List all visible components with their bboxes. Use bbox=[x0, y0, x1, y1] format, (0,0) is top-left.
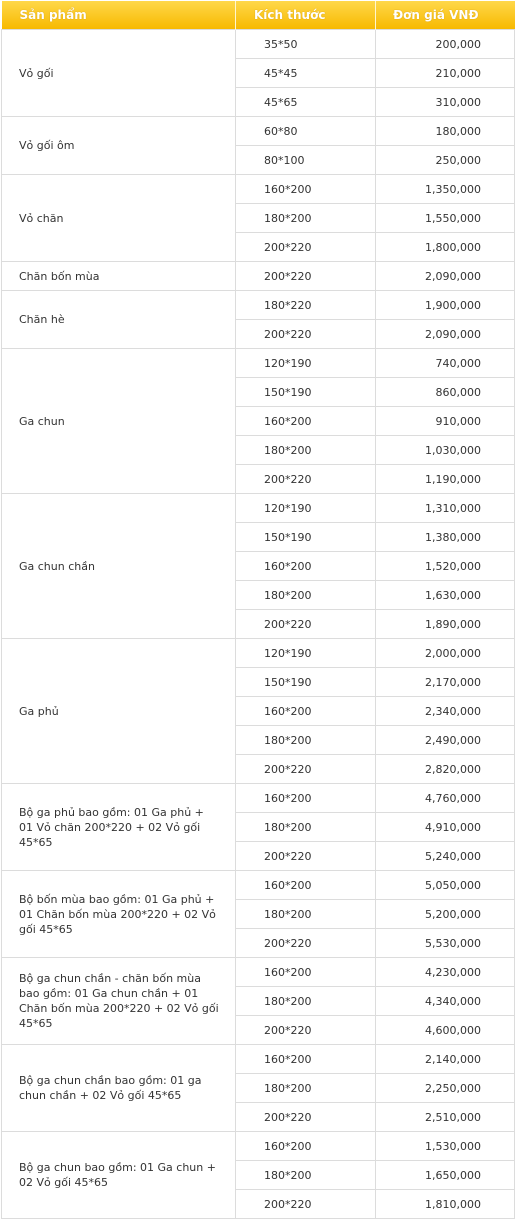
price-cell: 2,000,000 bbox=[376, 639, 515, 668]
size-cell: 180*200 bbox=[236, 204, 376, 233]
price-cell: 1,900,000 bbox=[376, 291, 515, 320]
product-name: Chăn hè bbox=[2, 291, 236, 349]
price-cell: 5,050,000 bbox=[376, 871, 515, 900]
table-row bbox=[2, 784, 515, 813]
size-cell: 200*220 bbox=[236, 233, 376, 262]
size-cell: 180*200 bbox=[236, 1074, 376, 1103]
size-cell: 160*200 bbox=[236, 871, 376, 900]
size-cell: 160*200 bbox=[236, 175, 376, 204]
table-row bbox=[2, 175, 515, 204]
price-cell: 1,350,000 bbox=[376, 175, 515, 204]
product-name: Vỏ chăn bbox=[2, 175, 236, 262]
price-cell: 4,600,000 bbox=[376, 1016, 515, 1045]
price-cell: 4,230,000 bbox=[376, 958, 515, 987]
price-cell: 210,000 bbox=[376, 59, 515, 88]
price-cell: 2,090,000 bbox=[376, 262, 515, 291]
size-cell: 200*220 bbox=[236, 1016, 376, 1045]
price-cell: 250,000 bbox=[376, 146, 515, 175]
size-cell: 45*45 bbox=[236, 59, 376, 88]
header-row bbox=[2, 1, 515, 30]
product-name: Vỏ gối ôm bbox=[2, 117, 236, 175]
price-cell: 2,140,000 bbox=[376, 1045, 515, 1074]
price-cell: 5,530,000 bbox=[376, 929, 515, 958]
table-row bbox=[2, 871, 515, 900]
price-cell: 740,000 bbox=[376, 349, 515, 378]
table-row bbox=[2, 291, 515, 320]
product-name: Ga chun bbox=[2, 349, 236, 494]
price-cell: 1,310,000 bbox=[376, 494, 515, 523]
price-cell: 1,530,000 bbox=[376, 1132, 515, 1161]
size-cell: 160*200 bbox=[236, 958, 376, 987]
size-cell: 80*100 bbox=[236, 146, 376, 175]
table-row bbox=[2, 494, 515, 523]
table-row bbox=[2, 1132, 515, 1161]
header-price: Đơn giá VNĐ bbox=[376, 1, 515, 30]
price-cell: 2,170,000 bbox=[376, 668, 515, 697]
price-cell: 2,090,000 bbox=[376, 320, 515, 349]
price-cell: 1,380,000 bbox=[376, 523, 515, 552]
size-cell: 180*200 bbox=[236, 813, 376, 842]
size-cell: 160*200 bbox=[236, 784, 376, 813]
size-cell: 150*190 bbox=[236, 378, 376, 407]
size-cell: 200*220 bbox=[236, 1190, 376, 1219]
product-name: Bộ ga chun chần bao gồm: 01 ga chun chần + 02 Vỏ gối 45*65 bbox=[2, 1045, 236, 1132]
price-cell: 860,000 bbox=[376, 378, 515, 407]
price-cell: 1,550,000 bbox=[376, 204, 515, 233]
size-cell: 35*50 bbox=[236, 30, 376, 59]
size-cell: 200*220 bbox=[236, 755, 376, 784]
table-row bbox=[2, 958, 515, 987]
price-cell: 1,190,000 bbox=[376, 465, 515, 494]
size-cell: 200*220 bbox=[236, 262, 376, 291]
table-row bbox=[2, 262, 515, 291]
table-row bbox=[2, 30, 515, 59]
size-cell: 160*200 bbox=[236, 1132, 376, 1161]
size-cell: 180*200 bbox=[236, 1161, 376, 1190]
price-table bbox=[1, 1, 515, 1219]
size-cell: 180*200 bbox=[236, 436, 376, 465]
price-cell: 1,800,000 bbox=[376, 233, 515, 262]
product-name: Bộ ga chun chần - chăn bốn mùa bao gồm: 01 Ga chun chần + 01 Chăn bốn mùa 200*220 + 02 Vỏ gối 45*65 bbox=[2, 958, 236, 1045]
price-cell: 1,630,000 bbox=[376, 581, 515, 610]
header-size: Kích thước bbox=[236, 1, 376, 30]
price-cell: 5,200,000 bbox=[376, 900, 515, 929]
price-cell: 180,000 bbox=[376, 117, 515, 146]
price-cell: 1,520,000 bbox=[376, 552, 515, 581]
product-name: Chăn bốn mùa bbox=[2, 262, 236, 291]
price-cell: 200,000 bbox=[376, 30, 515, 59]
size-cell: 200*220 bbox=[236, 610, 376, 639]
size-cell: 180*200 bbox=[236, 987, 376, 1016]
size-cell: 180*200 bbox=[236, 726, 376, 755]
size-cell: 150*190 bbox=[236, 668, 376, 697]
price-cell: 4,340,000 bbox=[376, 987, 515, 1016]
price-cell: 1,650,000 bbox=[376, 1161, 515, 1190]
table-row bbox=[2, 117, 515, 146]
size-cell: 200*220 bbox=[236, 465, 376, 494]
table-row bbox=[2, 1045, 515, 1074]
price-cell: 2,820,000 bbox=[376, 755, 515, 784]
product-name: Ga chun chần bbox=[2, 494, 236, 639]
size-cell: 200*220 bbox=[236, 842, 376, 871]
size-cell: 180*220 bbox=[236, 291, 376, 320]
size-cell: 60*80 bbox=[236, 117, 376, 146]
price-cell: 310,000 bbox=[376, 88, 515, 117]
product-name: Bộ ga chun bao gồm: 01 Ga chun + 02 Vỏ gối 45*65 bbox=[2, 1132, 236, 1219]
price-cell: 5,240,000 bbox=[376, 842, 515, 871]
size-cell: 200*220 bbox=[236, 320, 376, 349]
size-cell: 120*190 bbox=[236, 494, 376, 523]
price-cell: 2,510,000 bbox=[376, 1103, 515, 1132]
size-cell: 180*200 bbox=[236, 581, 376, 610]
size-cell: 200*220 bbox=[236, 929, 376, 958]
table-row bbox=[2, 349, 515, 378]
size-cell: 160*200 bbox=[236, 1045, 376, 1074]
size-cell: 160*200 bbox=[236, 552, 376, 581]
price-cell: 4,760,000 bbox=[376, 784, 515, 813]
size-cell: 180*200 bbox=[236, 900, 376, 929]
price-cell: 1,030,000 bbox=[376, 436, 515, 465]
size-cell: 45*65 bbox=[236, 88, 376, 117]
product-name: Bộ bốn mùa bao gồm: 01 Ga phủ + 01 Chăn bốn mùa 200*220 + 02 Vỏ gối 45*65 bbox=[2, 871, 236, 958]
header-product: Sản phẩm bbox=[2, 1, 236, 30]
product-name: Bộ ga phủ bao gồm: 01 Ga phủ + 01 Vỏ chăn 200*220 + 02 Vỏ gối 45*65 bbox=[2, 784, 236, 871]
price-cell: 2,490,000 bbox=[376, 726, 515, 755]
table-row bbox=[2, 639, 515, 668]
size-cell: 120*190 bbox=[236, 639, 376, 668]
table-body bbox=[2, 30, 515, 1219]
size-cell: 160*200 bbox=[236, 407, 376, 436]
price-cell: 4,910,000 bbox=[376, 813, 515, 842]
product-name: Vỏ gối bbox=[2, 30, 236, 117]
size-cell: 150*190 bbox=[236, 523, 376, 552]
size-cell: 160*200 bbox=[236, 697, 376, 726]
size-cell: 200*220 bbox=[236, 1103, 376, 1132]
product-name: Ga phủ bbox=[2, 639, 236, 784]
price-cell: 910,000 bbox=[376, 407, 515, 436]
price-cell: 1,810,000 bbox=[376, 1190, 515, 1219]
price-cell: 2,340,000 bbox=[376, 697, 515, 726]
price-cell: 1,890,000 bbox=[376, 610, 515, 639]
price-cell: 2,250,000 bbox=[376, 1074, 515, 1103]
size-cell: 120*190 bbox=[236, 349, 376, 378]
